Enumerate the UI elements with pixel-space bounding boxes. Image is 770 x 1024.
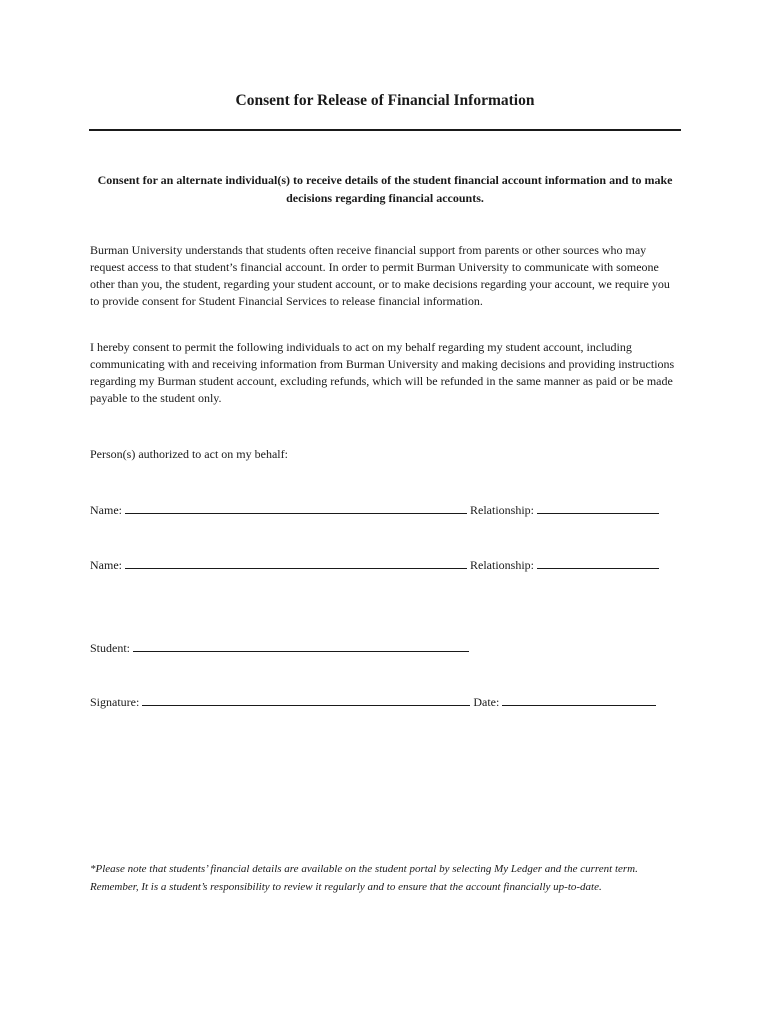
consent-paragraph: I hereby consent to permit the following individuals to act on my behalf regarding my student account, including communicating with and receiving information from Burman University and making decisions and providing instructions regarding my Burman student account, excluding refunds, which will be refunded in the same manner as paid or be made payable to the student only. [90, 340, 675, 405]
footnote [90, 860, 690, 896]
date-label: Date: [473, 695, 500, 709]
form-subtitle: Consent for an alternate individual(s) to receive details of the student financial account information and to make decisions regarding financial accounts. [97, 173, 673, 205]
relationship-field-2[interactable] [537, 558, 659, 569]
name-label: Name: [90, 503, 122, 517]
relationship-label: Relationship: [470, 558, 534, 572]
name-field-2[interactable] [125, 558, 467, 569]
authorized-person-row-2 [90, 557, 662, 574]
signature-label: Signature: [90, 695, 140, 709]
authorized-persons-label: Person(s) authorized to act on my behalf: [90, 447, 288, 461]
student-label: Student: [90, 641, 131, 655]
footnote-line-1: *Please note that students’ financial details are available on the student portal by selecting My Ledger and the current term. [90, 863, 638, 875]
intro-paragraph: Burman University understands that students often receive financial support from parents or other sources who may request access to that student’s financial account. In order to permit Burman University to communicate with someone other than you, the student, regarding your student account, or to make decisions regarding your account, we require you to provide consent for Student Financial Services to release financial information. [90, 243, 670, 308]
relationship-field-1[interactable] [537, 503, 659, 514]
signature-row [90, 694, 659, 711]
title-divider [89, 129, 681, 131]
authorized-person-row-1 [90, 502, 662, 519]
relationship-label: Relationship: [470, 503, 534, 517]
footnote-line-2: Remember, It is a student’s responsibility to review it regularly and to ensure that the account financially up-to-date. [90, 881, 602, 893]
student-row [90, 640, 472, 657]
student-field[interactable] [133, 641, 469, 652]
name-label: Name: [90, 558, 122, 572]
date-field[interactable] [502, 695, 656, 706]
signature-field[interactable] [142, 695, 470, 706]
page-title: Consent for Release of Financial Information [235, 92, 535, 109]
name-field-1[interactable] [125, 503, 467, 514]
